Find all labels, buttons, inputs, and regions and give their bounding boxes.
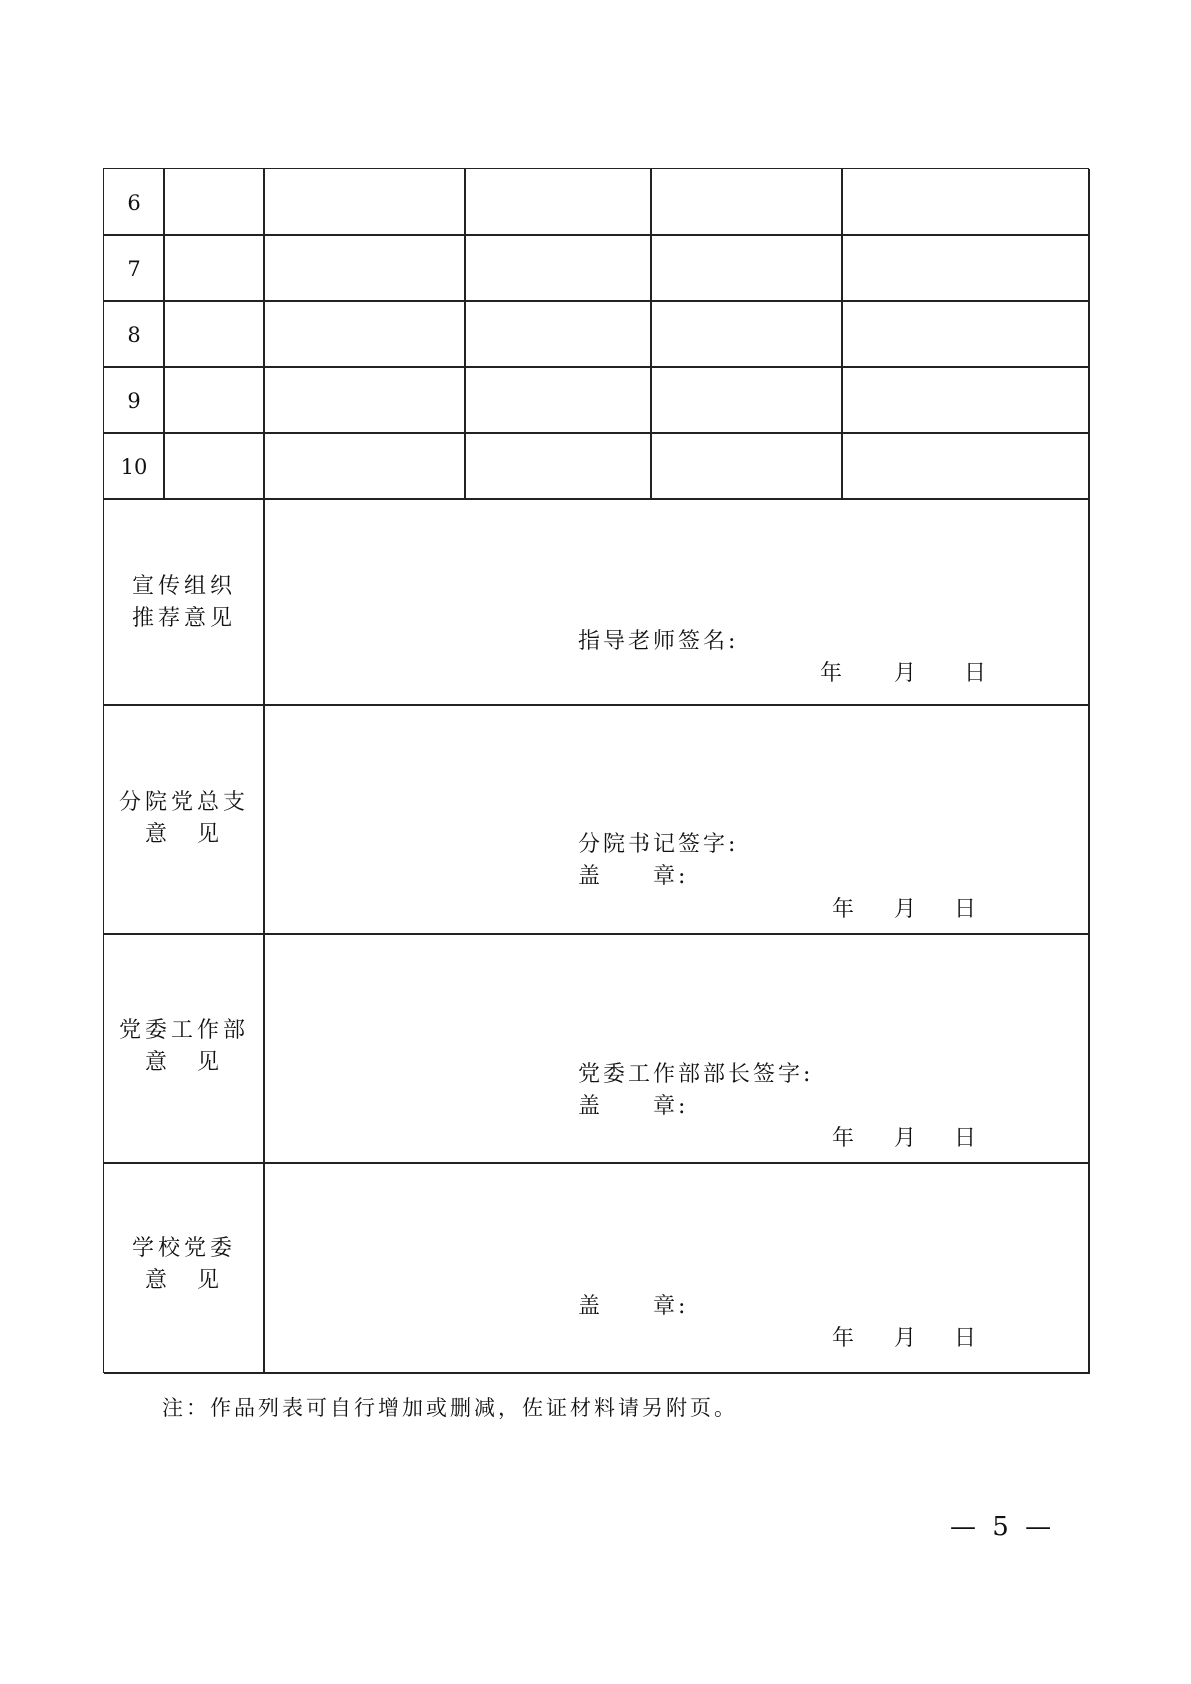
row-divider [104,234,1090,236]
row-divider [104,366,1090,368]
date-year: 年 [832,897,858,922]
section-divider [104,933,1090,935]
section-label-line: 宣传组织 [131,574,236,599]
section-label-line: 意 见 [144,1268,223,1293]
date-month: 月 [894,1126,920,1151]
section-divider [104,1162,1090,1164]
date-year: 年 [832,1126,858,1151]
row-number-6: 6 [127,191,141,215]
row-divider [104,300,1090,302]
row-number-8: 8 [127,323,141,347]
date-day: 日 [954,1326,980,1351]
section-label-branch [104,787,264,851]
footnote: 注：作品列表可自行增加或删减，佐证材料请另附页。 [162,1396,738,1420]
department-head-signature-label: 党委工作部部长签字: [578,1062,814,1087]
section-label-line: 意 见 [144,1050,223,1075]
date-year: 年 [832,1326,858,1351]
branch-secretary-signature-label: 分院书记签字: [578,832,739,857]
page-number: — 5 — [950,1512,1056,1542]
column-divider [263,169,265,1374]
section-label-line: 推荐意见 [131,606,236,631]
section-label-party-work [104,1015,264,1079]
column-divider [650,169,652,500]
column-divider [464,169,466,500]
date-day: 日 [954,1126,980,1151]
column-divider [163,169,165,500]
section-label-school [104,1233,264,1297]
row-number-7: 7 [127,257,141,281]
date-year: 年 [820,661,846,686]
date-day: 日 [964,661,990,686]
date-day: 日 [954,897,980,922]
table-bottom-border [104,1372,1090,1374]
table-right-border [1088,169,1090,1374]
seal-label: 盖 章: [578,1094,689,1119]
column-divider [841,169,843,500]
row-number-9: 9 [127,389,141,413]
advisor-signature-label: 指导老师签名: [578,629,739,654]
approval-form-table [103,168,1089,1373]
section-label-line: 分院党总支 [118,790,249,815]
row-divider [104,498,1090,500]
section-label-line: 意 见 [144,822,223,847]
date-month: 月 [894,897,920,922]
row-divider [104,432,1090,434]
section-divider [104,704,1090,706]
seal-label: 盖 章: [578,1294,689,1319]
section-label-publicity [104,571,264,635]
row-number-10: 10 [120,455,148,479]
date-month: 月 [894,661,920,686]
section-label-line: 党委工作部 [118,1018,249,1043]
seal-label: 盖 章: [578,864,689,889]
date-month: 月 [894,1326,920,1351]
section-label-line: 学校党委 [131,1236,236,1261]
